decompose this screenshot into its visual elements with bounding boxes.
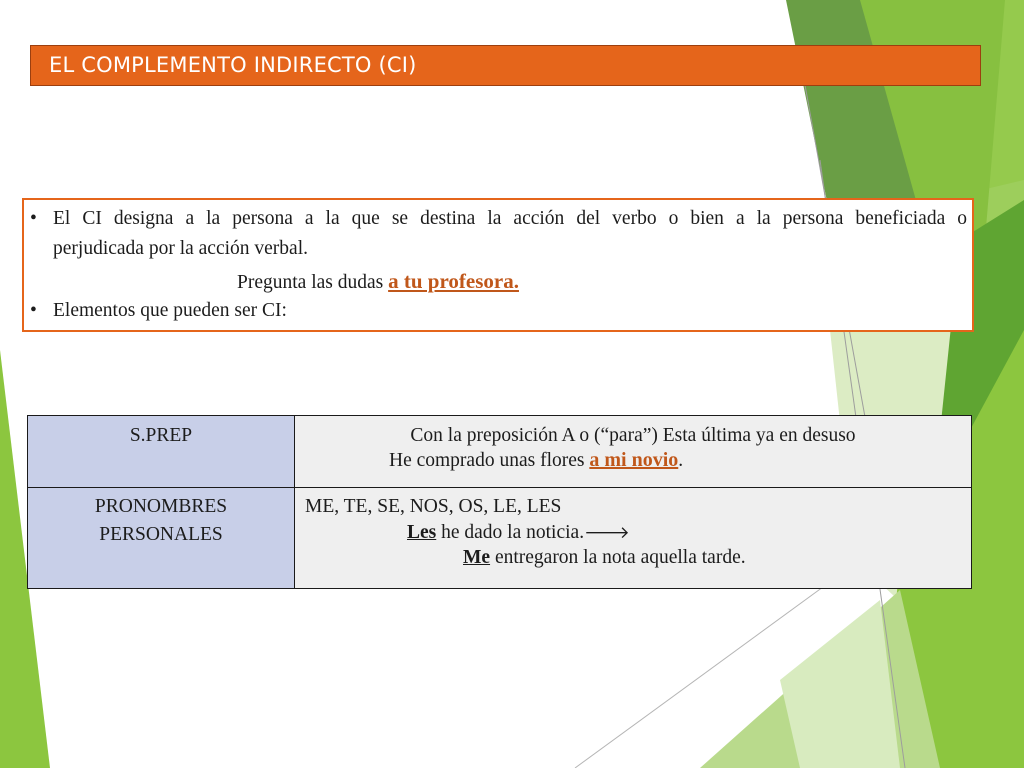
prep-example-link[interactable]: a mi novio xyxy=(589,449,679,471)
row-label-sprep: S.PREP xyxy=(129,425,193,446)
pronoun-example-1-rest: he dado la noticia. xyxy=(436,522,585,543)
definition-line-1: El CI designa a la persona a la que se destina la acción del verbo o bien a la persona beneficiada o xyxy=(53,208,967,229)
row-label-personales: PERSONALES xyxy=(99,524,223,545)
elements-line: Elementos que pueden ser CI: xyxy=(53,300,287,321)
prep-example-suffix: . xyxy=(678,450,684,471)
definition-box xyxy=(22,198,974,332)
pronoun-example-2-rest: entregaron la nota aquella tarde. xyxy=(490,547,746,568)
row-content-cell xyxy=(295,488,972,589)
question-prefix: Pregunta las dudas xyxy=(237,272,389,293)
pronoun-list: ME, TE, SE, NOS, OS, LE, LES xyxy=(305,496,562,517)
slide-title-bar xyxy=(30,45,981,86)
bullet-marker-1: • xyxy=(30,208,37,229)
definition-line-2: perjudicada por la acción verbal. xyxy=(53,238,308,259)
row-label-cell xyxy=(28,488,295,589)
table-row-pronouns xyxy=(28,488,972,589)
deco-facet-pale-bottom xyxy=(780,600,900,768)
pronoun-example-2 xyxy=(295,544,971,569)
prep-example-prefix: He comprado unas flores xyxy=(389,450,590,471)
table-row-prep xyxy=(28,416,972,488)
slide-title: EL COMPLEMENTO INDIRECTO (CI) xyxy=(49,53,417,77)
ci-elements-table xyxy=(27,415,972,589)
bullet-marker-2: • xyxy=(30,300,37,321)
pronoun-example-1 xyxy=(295,518,971,544)
pronoun-les: Les xyxy=(407,522,437,543)
row-label-pronombres: PRONOMBRES xyxy=(94,496,228,517)
question-line xyxy=(237,269,519,294)
right-arrow-icon: 🡒 xyxy=(584,523,630,543)
prep-example xyxy=(295,447,971,472)
row-label-cell xyxy=(28,416,295,488)
pronoun-me: Me xyxy=(463,547,491,568)
teacher-link[interactable]: a tu profesora. xyxy=(388,269,519,293)
row-content-cell xyxy=(295,416,972,488)
prep-description: Con la preposición A o (“para”) Esta última ya en desuso xyxy=(410,425,856,446)
